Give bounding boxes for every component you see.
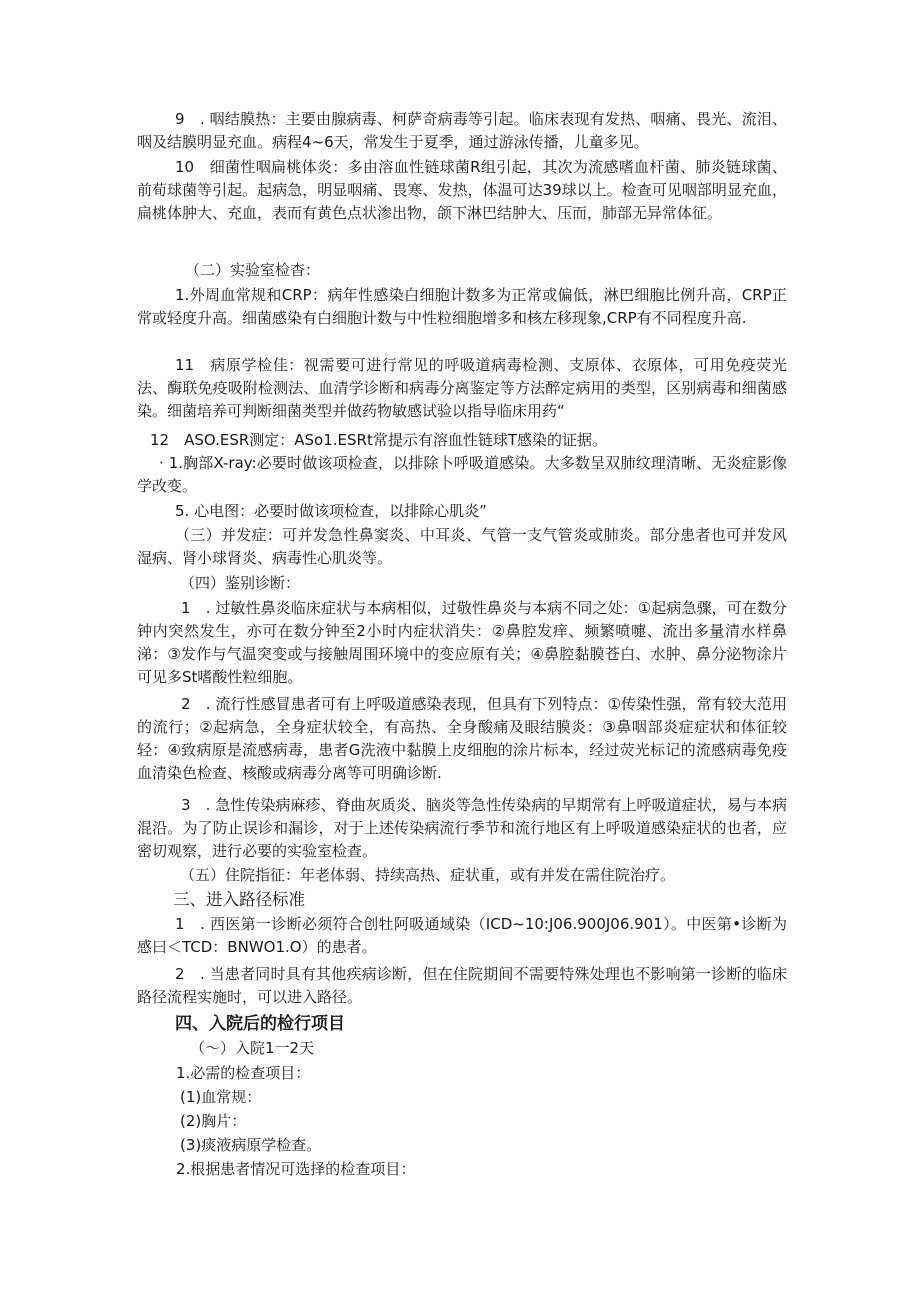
section-differential-diagnosis-heading: （四）鉴别诊断：	[180, 574, 301, 592]
item-12-aso-esr: 12 ASO.ESR测定：ASo1.ESRt常提示有溶血性链球T感染的证据。	[150, 431, 607, 449]
subheading-admission-day-1-2: （〜）入院1一2天	[190, 1039, 315, 1057]
item-chest-film: (2)胸片：	[180, 1112, 247, 1130]
item-blood-routine: (1)血常规：	[180, 1088, 262, 1106]
item-2-comorbidity: 2 . 当患者同时具有其他疾病诊断，但在住院期间不需要特殊处理也不影响第一诊断的临床路径流程实施时，可以进入路径。	[137, 965, 787, 1006]
item-11-etiology-test: 11 病原学检佳：视需要可进行常见的呼吸道病毒检测、支原体、衣原体，可用免疫荧光法、酶联免疫吸附检测法、血清学诊断和病毒分离鉴定等方法醉定病用的类型，区别病毒和细菌感染。细菌培养可判断细菌类型并做药物敏感试验以指导临床用药“	[137, 356, 787, 420]
item-1-western-diagnosis: 1 . 西医第一诊断必须符合创牡阿吸通域染（ICD~10:J06.900J06.901）。中医第•诊断为感曰＜TCD：BNWO1.O）的患者。	[137, 915, 787, 956]
item-5-ecg: 5. 心电图：必要时做该项检查，以排除心肌炎”	[175, 502, 487, 520]
item-10-bacterial-tonsillitis: 10 细菌性咽扁桃体炎：多由溶血性链球菌R组引起，其次为流感嗜血杆菌、肺炎链球菌、前荀球菌等引起。起病急，明显咽痛、畏寒、发热，体温可达39球以上。检查可见咽部明显充血，扁桃体肿大、充血，表而有黄色点状渗出物，颌下淋巴结肿大、压而，肺部无异常体征。	[137, 158, 787, 222]
item-sputum-etiology: (3)痰液病原学检查。	[180, 1136, 322, 1154]
section-admission-criteria: （五）住院指征：年老体弱、持续高热、症状重，或有并发在需住院治疗。	[180, 866, 676, 884]
item-1-allergic-rhinitis: 1 . 过敏性鼻炎临床症状与本病相似，过敬性鼻炎与本病不同之处：①起病急骤，可在数分钟内突然发生，亦可在数分钟至2小时内症状消失：②鼻腔发痒、频繁喷嚏、流出多量清水样鼻涕：③发作与气温突变或与接触周围环境中的变应原有关；④鼻腔黏膜苍白、水肿、鼻分泌物涂片可见多St嗜酸性粒细胞。	[137, 599, 787, 686]
section-complications: （三）并发症：可并发急性鼻窦炎、中耳炎、气管一支气管炎或肺炎。部分患者也可并发风湿病、肾小球肾炎、病毒性心肌炎等。	[137, 526, 787, 567]
item-9-pharyngoconjunctival-fever: 9 . 咽结膜热：主要由腺病毒、柯萨奇病毒等引起。临床表现有发热、咽痛、畏光、流泪、咽及结膜明显充血。病程4~6天，常发生于夏季，通过游泳传播，儿童多见。	[137, 110, 787, 151]
item-required-tests: 1.必需的检查项目：	[176, 1064, 311, 1082]
item-optional-tests: 2.根据患者情况可选择的检查项目：	[176, 1160, 416, 1178]
heading-pathway-entry-criteria: 三、进入路径标准	[173, 890, 305, 909]
item-blood-routine-crp: 1.外周血常规和CRP：病年性感染白细胞计数多为正常或偏低，淋巴细胞比例升高，CRP正常或轻度升高。细菌感染有白细胞计数与中性粒细胞增多和核左移现象,CRP有不同程度升高.	[137, 286, 787, 327]
item-chest-xray: · 1.胸部X-ray:必要时做该项检查，以排除卜呼吸道感染。大多数呈双肺纹理清晰、无炎症影像学改变。	[137, 454, 787, 495]
heading-post-admission-tests: 四、入院后的检行项目	[175, 1014, 345, 1034]
item-2-influenza: 2 . 流行性感冒患者可有上呼吸道感染表现，但具有下列特点：①传染性强，常有较大范用的流行；②起病急，全身症状较全，有高热、全身酸痛及眼结膜炎：③鼻咽部炎症症状和体征较轻：④致病原是流感病毒，患者G洗液中黏膜上皮细胞的涂片标本，经过荧光标记的流感病毒免疫血清染色检查、核酸或病毒分离等可明确诊断.	[137, 695, 787, 782]
item-3-acute-infectious-diseases: 3 . 急性传染病麻疹、脊曲灰质炎、脑炎等急性传染病的早期常有上呼吸道症状，易与本病混沿。为了防止误诊和漏诊，对于上述传染病流行季节和流行地区有上呼吸道感染症状的也者，应密切观察，进行必要的实验室检查。	[137, 796, 787, 860]
section-lab-tests-heading: （二）实验室检杳：	[185, 261, 321, 279]
